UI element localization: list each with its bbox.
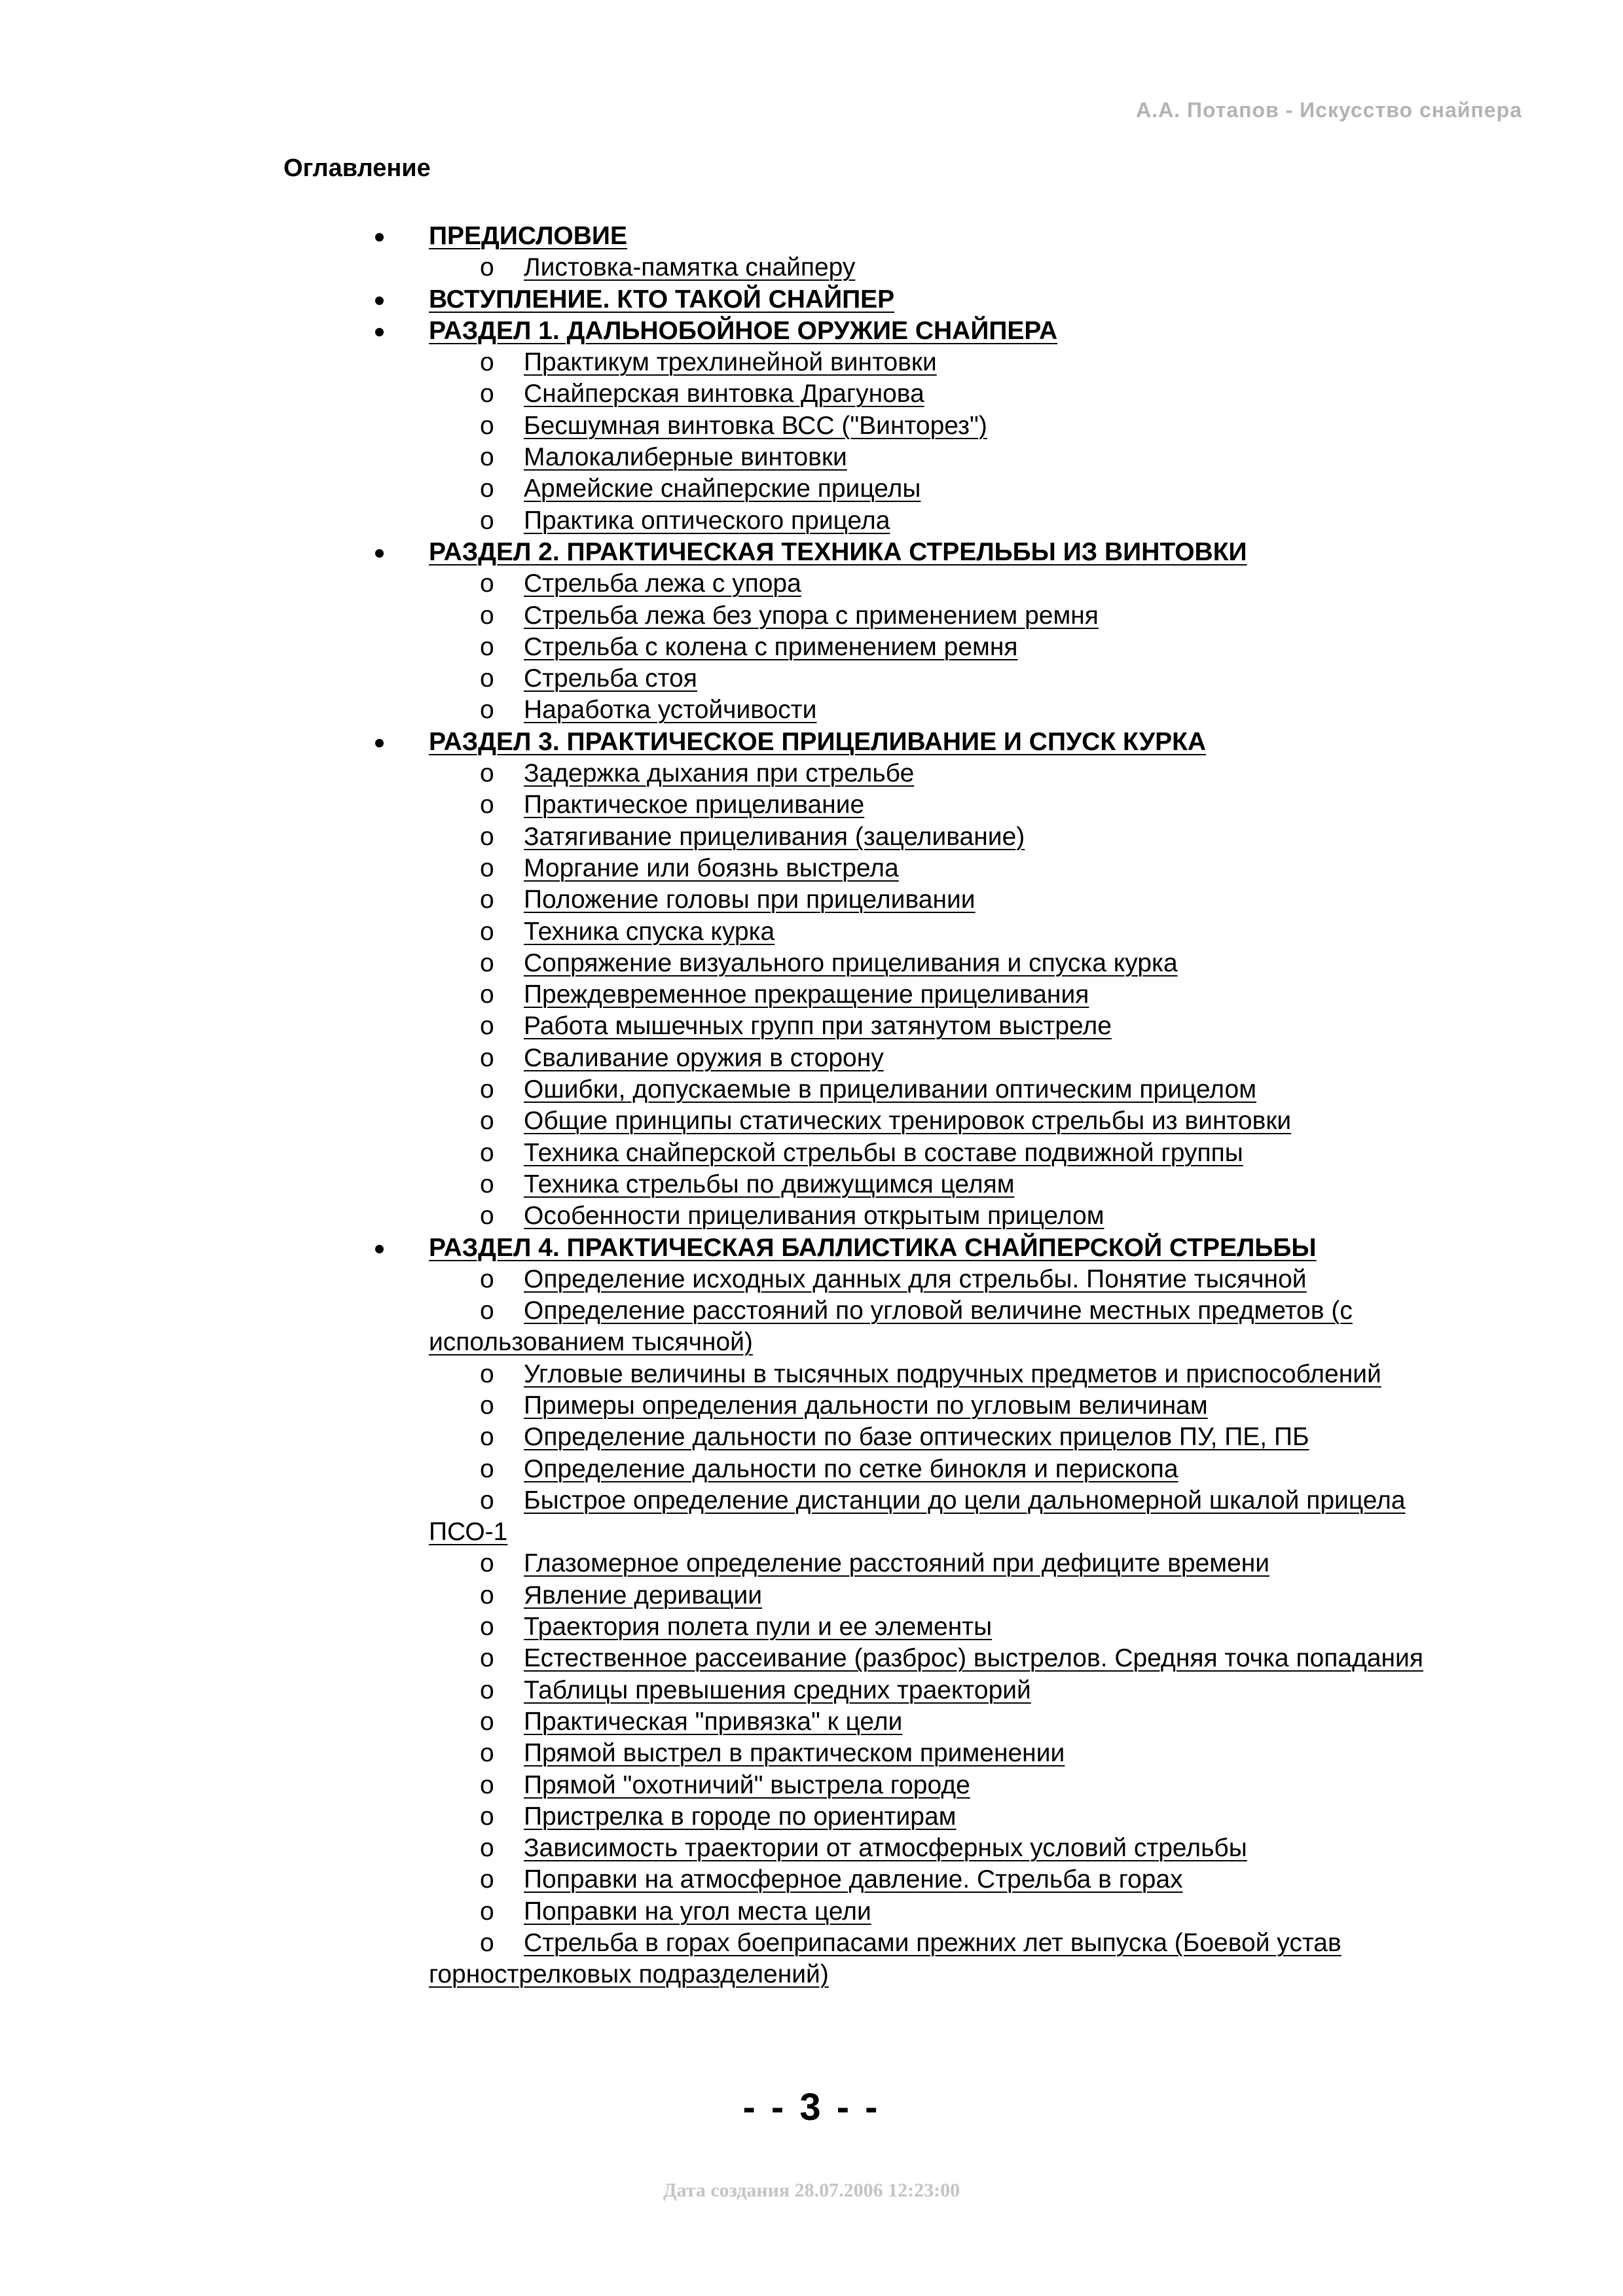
toc-subsection-item (367, 410, 1440, 442)
page-number: - - 3 - - (742, 2086, 881, 2128)
toc-link[interactable]: Стрельба лежа с упора (524, 569, 801, 598)
toc-subsection-item (367, 1295, 1440, 1359)
circle-bullet-icon: o (480, 791, 494, 819)
toc-subsection-item (367, 600, 1440, 632)
toc-link[interactable]: Преждевременное прекращение прицеливания (524, 980, 1089, 1009)
table-of-contents (367, 221, 1440, 1991)
toc-link[interactable]: РАЗДЕЛ 1. ДАЛЬНОБОЙНОЕ ОРУЖИЕ СНАЙПЕРА (429, 316, 1058, 345)
toc-link[interactable]: Практика оптического прицела (524, 506, 890, 535)
circle-bullet-icon: o (480, 1897, 494, 1926)
circle-bullet-icon: o (480, 1581, 494, 1609)
circle-bullet-icon: o (480, 1138, 494, 1167)
toc-subsection-item (367, 948, 1440, 979)
toc-link[interactable]: ПРЕДИСЛОВИЕ (429, 222, 627, 250)
toc-link[interactable]: Техника снайперской стрельбы в составе подвижной группы (524, 1138, 1243, 1167)
toc-link[interactable]: Таблицы превышения средних траекторий (524, 1676, 1031, 1704)
toc-subsection-item (367, 1738, 1440, 1769)
circle-bullet-icon: o (480, 822, 494, 851)
toc-link[interactable]: Стрельба лежа без упора с применением ремня (524, 601, 1099, 630)
circle-bullet-icon: o (480, 1359, 494, 1388)
toc-subsection-item (367, 505, 1440, 537)
toc-link[interactable]: ВСТУПЛЕНИЕ. КТО ТАКОЙ СНАЙПЕР (429, 285, 895, 314)
toc-subsection-item (367, 1043, 1440, 1074)
toc-subsection-item (367, 916, 1440, 948)
toc-link[interactable]: Положение головы при прицеливании (524, 886, 976, 914)
toc-link[interactable]: Явление деривации (524, 1581, 763, 1609)
toc-link[interactable]: Глазомерное определение расстояний при дефиците времени (524, 1549, 1270, 1578)
toc-link[interactable]: Примеры определения дальности по угловым величинам (524, 1391, 1208, 1420)
toc-subsection-item (367, 1264, 1440, 1295)
circle-bullet-icon: o (480, 1391, 494, 1420)
circle-bullet-icon: o (480, 475, 494, 503)
toc-subsection-item (367, 632, 1440, 663)
toc-link[interactable]: РАЗДЕЛ 2. ПРАКТИЧЕСКАЯ ТЕХНИКА СТРЕЛЬБЫ ИЗ ВИНТОВКИ (429, 537, 1247, 566)
toc-subsection-item (367, 1454, 1440, 1485)
toc-link[interactable]: Стрельба стоя (524, 664, 697, 693)
toc-link[interactable]: Поправки на угол места цели (524, 1897, 871, 1926)
toc-subsection-item (367, 979, 1440, 1011)
circle-bullet-icon: o (480, 917, 494, 946)
toc-subsection-item (367, 1011, 1440, 1042)
toc-subsection-item (367, 1675, 1440, 1706)
circle-bullet-icon: o (480, 886, 494, 914)
toc-link[interactable]: Естественное рассеивание (разброс) выстрелов. Средняя точка попадания (524, 1644, 1423, 1673)
toc-link[interactable]: Угловые величины в тысячных подручных предметов и приспособлений (524, 1359, 1381, 1388)
toc-link[interactable]: Техника стрельбы по движущимся целям (524, 1170, 1015, 1198)
circle-bullet-icon: o (480, 1676, 494, 1704)
toc-link[interactable]: Работа мышечных групп при затянутом выстреле (524, 1012, 1112, 1041)
bullet-icon (375, 296, 384, 305)
toc-subsection-item (367, 1074, 1440, 1105)
circle-bullet-icon: o (480, 632, 494, 661)
circle-bullet-icon: o (480, 853, 494, 882)
toc-subsection-item (367, 473, 1440, 505)
toc-link[interactable]: Поправки на атмосферное давление. Стрельба в горах (524, 1865, 1183, 1894)
circle-bullet-icon: o (480, 506, 494, 535)
circle-bullet-icon: o (480, 1739, 494, 1768)
circle-bullet-icon: o (480, 1707, 494, 1736)
toc-subsection-item (367, 853, 1440, 884)
toc-link[interactable]: РАЗДЕЛ 4. ПРАКТИЧЕСКАЯ БАЛЛИСТИКА СНАЙПЕРСКОЙ СТРЕЛЬБЫ (429, 1233, 1317, 1262)
toc-subsection-item (367, 1359, 1440, 1390)
toc-link[interactable]: Техника спуска курка (524, 917, 775, 946)
running-header: А.А. Потапов - Искусство снайпера (1136, 98, 1522, 122)
toc-link[interactable]: Наработка устойчивости (524, 696, 817, 725)
circle-bullet-icon: o (480, 948, 494, 977)
toc-link[interactable]: Общие принципы статических тренировок стрельбы из винтовки (524, 1107, 1292, 1136)
toc-link[interactable]: Листовка-памятка снайперу (524, 253, 856, 282)
toc-link[interactable]: Траектория полета пули и ее элементы (524, 1613, 993, 1641)
toc-link[interactable]: РАЗДЕЛ 3. ПРАКТИЧЕСКОЕ ПРИЦЕЛИВАНИЕ И СПУСК КУРКА (429, 727, 1207, 756)
toc-link[interactable]: Определение дальности по сетке бинокля и перископа (524, 1454, 1178, 1483)
bullet-icon (375, 328, 384, 336)
circle-bullet-icon: o (480, 1202, 494, 1230)
circle-bullet-icon: o (480, 253, 494, 282)
toc-section-item (367, 221, 1440, 252)
toc-link[interactable]: Практическое прицеливание (524, 791, 865, 819)
toc-subsection-item (367, 252, 1440, 283)
toc-subsection-item (367, 1138, 1440, 1169)
bullet-icon (375, 233, 384, 242)
circle-bullet-icon: o (480, 1107, 494, 1136)
circle-bullet-icon: o (480, 1075, 494, 1104)
circle-bullet-icon: o (480, 1613, 494, 1641)
toc-subsection-item (367, 442, 1440, 473)
toc-link[interactable]: Стрельба с колена с применением ремня (524, 632, 1018, 661)
toc-link[interactable]: Стрельба в горах боеприпасами прежних лет выпуска (Боевой устав горнострелковых подразделений) (429, 1929, 1341, 1989)
circle-bullet-icon: o (480, 1549, 494, 1578)
toc-link[interactable]: Бесшумная винтовка ВСС ("Винторез") (524, 411, 987, 440)
toc-link[interactable]: Прямой "охотничий" выстрела городе (524, 1770, 970, 1799)
toc-subsection-item (367, 1105, 1440, 1137)
circle-bullet-icon: o (480, 1865, 494, 1894)
toc-subsection-item (367, 378, 1440, 410)
bullet-icon (375, 739, 384, 747)
circle-bullet-icon: o (480, 380, 494, 408)
bullet-icon (375, 1245, 384, 1253)
toc-section-item (367, 284, 1440, 315)
toc-link[interactable]: Прямой выстрел в практическом применении (524, 1739, 1065, 1768)
toc-subsection-item (367, 884, 1440, 916)
circle-bullet-icon: o (480, 1486, 494, 1515)
toc-link[interactable]: Моргание или боязнь выстрела (524, 853, 899, 882)
toc-subsection-item (367, 789, 1440, 821)
toc-subsection-item (367, 663, 1440, 694)
toc-subsection-item (367, 1896, 1440, 1928)
toc-subsection-item (367, 758, 1440, 789)
toc-link[interactable]: Затягивание прицеливания (зацеливание) (524, 822, 1025, 851)
toc-subsection-item (367, 347, 1440, 378)
toc-subsection-item (367, 1801, 1440, 1833)
toc-subsection-item (367, 1770, 1440, 1801)
circle-bullet-icon: o (480, 1297, 494, 1325)
circle-bullet-icon: o (480, 1644, 494, 1673)
toc-subsection-item (367, 694, 1440, 726)
circle-bullet-icon: o (480, 1423, 494, 1452)
toc-subsection-item (367, 1548, 1440, 1579)
toc-link[interactable]: Практикум трехлинейной винтовки (524, 348, 937, 377)
toc-link[interactable]: Армейские снайперские прицелы (524, 475, 921, 503)
toc-link[interactable]: Сопряжение визуального прицеливания и спуска курка (524, 948, 1178, 977)
circle-bullet-icon: o (480, 1929, 494, 1958)
circle-bullet-icon: o (480, 1802, 494, 1831)
circle-bullet-icon: o (480, 759, 494, 788)
circle-bullet-icon: o (480, 1454, 494, 1483)
toc-subsection-item (367, 1928, 1440, 1991)
circle-bullet-icon: o (480, 443, 494, 472)
circle-bullet-icon: o (480, 569, 494, 598)
toc-subsection-item (367, 1643, 1440, 1674)
circle-bullet-icon: o (480, 980, 494, 1009)
toc-link[interactable]: Быстрое определение дистанции до цели дальномерной шкалой прицела ПСО-1 (429, 1486, 1406, 1547)
toc-subsection-item (367, 1706, 1440, 1738)
circle-bullet-icon: o (480, 601, 494, 630)
toc-subsection-item (367, 1485, 1440, 1549)
toc-section-item (367, 726, 1440, 758)
toc-link[interactable]: Зависимость траектории от атмосферных условий стрельбы (524, 1834, 1247, 1863)
toc-link[interactable]: Пристрелка в городе по ориентирам (524, 1802, 957, 1831)
toc-section-item (367, 1232, 1440, 1264)
circle-bullet-icon: o (480, 664, 494, 693)
circle-bullet-icon: o (480, 1012, 494, 1041)
toc-section-item (367, 537, 1440, 568)
toc-link[interactable]: Задержка дыхания при стрельбе (524, 759, 915, 788)
toc-link[interactable]: Определение дальности по базе оптических прицелов ПУ, ПЕ, ПБ (524, 1423, 1309, 1452)
circle-bullet-icon: o (480, 696, 494, 725)
toc-link[interactable]: Снайперская винтовка Драгунова (524, 380, 924, 408)
bullet-icon (375, 549, 384, 558)
toc-subsection-item (367, 1611, 1440, 1643)
creation-date-footer: Дата создания 28.07.2006 12:23:00 (663, 2179, 960, 2201)
circle-bullet-icon: o (480, 1170, 494, 1198)
circle-bullet-icon: o (480, 411, 494, 440)
toc-link[interactable]: Сваливание оружия в сторону (524, 1043, 884, 1072)
toc-subsection-item (367, 1864, 1440, 1895)
toc-link[interactable]: Практическая "привязка" к цели (524, 1707, 903, 1736)
toc-subsection-item (367, 1833, 1440, 1864)
toc-subsection-item (367, 1390, 1440, 1422)
circle-bullet-icon: o (480, 1834, 494, 1863)
toc-link[interactable]: Ошибки, допускаемые в прицеливании оптическим прицелом (524, 1075, 1257, 1104)
toc-subsection-item (367, 568, 1440, 600)
circle-bullet-icon: o (480, 348, 494, 377)
toc-heading: Оглавление (283, 154, 431, 182)
toc-link[interactable]: Определение исходных данных для стрельбы. Понятие тысячной (524, 1265, 1307, 1293)
toc-link[interactable]: Особенности прицеливания открытым прицелом (524, 1202, 1104, 1230)
toc-link[interactable]: Определение расстояний по угловой величине местных предметов (с использованием тысячной) (429, 1297, 1353, 1357)
toc-link[interactable]: Малокалиберные винтовки (524, 443, 847, 472)
toc-subsection-item (367, 1580, 1440, 1611)
toc-subsection-item (367, 821, 1440, 853)
toc-subsection-item (367, 1200, 1440, 1232)
toc-subsection-item (367, 1422, 1440, 1453)
toc-section-item (367, 315, 1440, 347)
circle-bullet-icon: o (480, 1043, 494, 1072)
circle-bullet-icon: o (480, 1265, 494, 1293)
toc-subsection-item (367, 1169, 1440, 1200)
circle-bullet-icon: o (480, 1770, 494, 1799)
